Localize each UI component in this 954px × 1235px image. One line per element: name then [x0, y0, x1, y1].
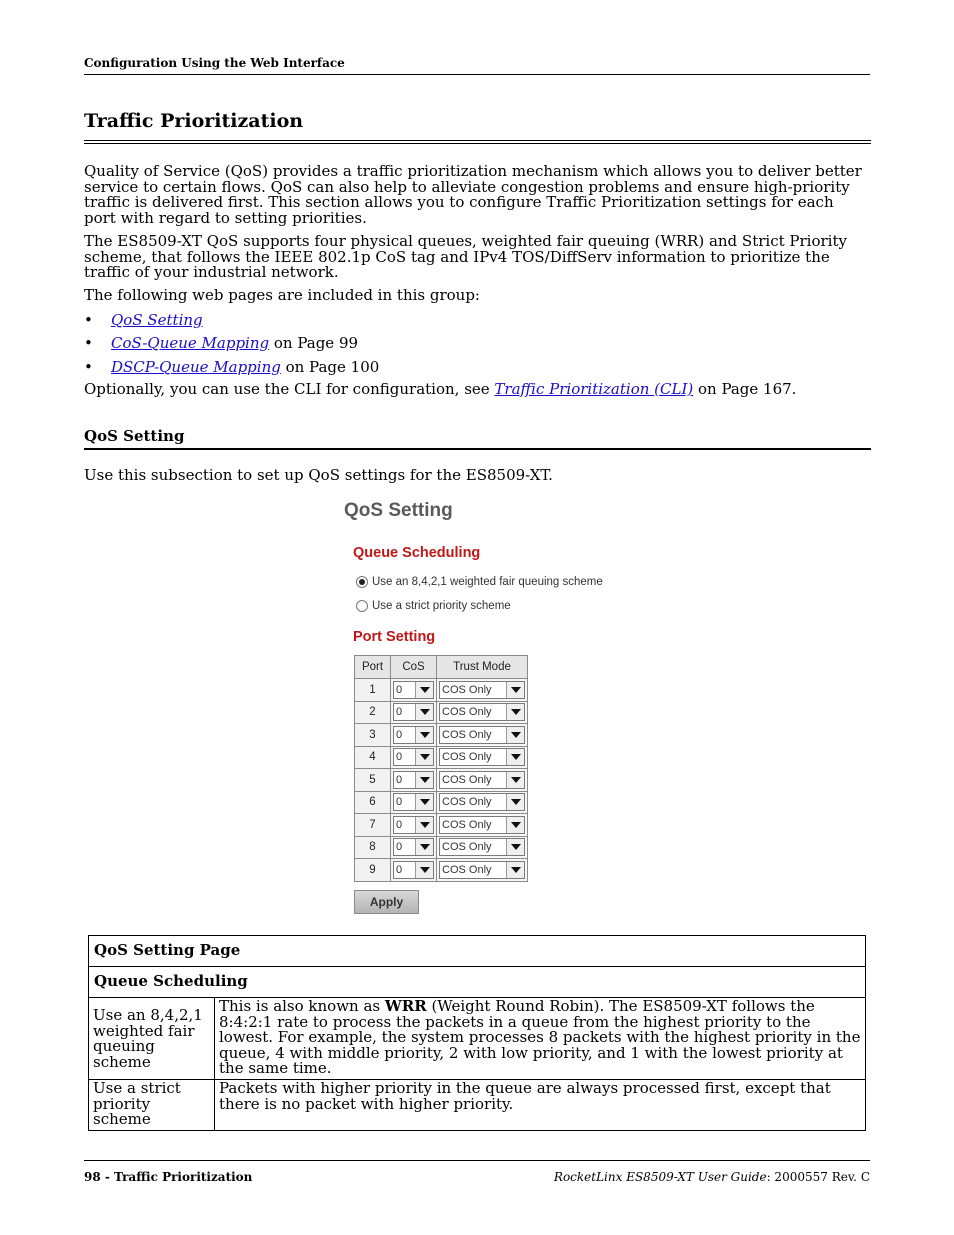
cos-select[interactable]: [393, 681, 434, 699]
cos-cell: [391, 791, 437, 814]
trust-mode-select[interactable]: [439, 816, 525, 834]
ref-table-group: Queue Scheduling: [89, 967, 866, 998]
ref-row-strict: [89, 1079, 866, 1130]
cos-select-value: 0: [396, 773, 403, 786]
radio-strict[interactable]: [356, 600, 368, 612]
ui-page-title: QoS Setting: [344, 500, 453, 521]
bullet-cos-queue-mapping: [84, 334, 358, 352]
dropdown-arrow-icon[interactable]: [506, 794, 524, 810]
bullet-page-ref: on Page 100: [280, 358, 380, 376]
radio-wrr[interactable]: [356, 576, 368, 588]
cos-cell: [391, 679, 437, 702]
cos-select[interactable]: [393, 838, 434, 856]
port-table-header: [355, 656, 528, 679]
port-row: [355, 679, 528, 702]
ref-row-wrr: [89, 998, 866, 1080]
dropdown-arrow-icon[interactable]: [506, 682, 524, 698]
footer-rule: [84, 1160, 870, 1161]
ref-row-wrr-label: Use an 8,4,2,1 weighted fair queuing scheme: [89, 998, 215, 1080]
subsection-title: QoS Setting: [84, 427, 185, 445]
apply-button[interactable]: Apply: [354, 890, 419, 914]
trust-mode-select-value: COS Only: [442, 796, 492, 809]
running-header: Configuration Using the Web Interface: [84, 56, 345, 70]
dropdown-arrow-icon[interactable]: [506, 749, 524, 765]
port-row: [355, 724, 528, 747]
trust-mode-select-value: COS Only: [442, 683, 492, 696]
port-number: 6: [355, 791, 391, 814]
cos-cell: [391, 814, 437, 837]
link-traffic-prioritization-cli[interactable]: Traffic Prioritization (CLI): [494, 380, 694, 398]
trust-mode-cell: [437, 746, 528, 769]
port-number: 5: [355, 769, 391, 792]
col-port: Port: [355, 656, 391, 679]
dropdown-arrow-icon[interactable]: [415, 682, 433, 698]
port-setting-heading: Port Setting: [353, 629, 436, 645]
port-row: [355, 746, 528, 769]
dropdown-arrow-icon[interactable]: [415, 817, 433, 833]
port-row: [355, 701, 528, 724]
dropdown-arrow-icon[interactable]: [415, 749, 433, 765]
trust-mode-select[interactable]: [439, 861, 525, 879]
trust-mode-select[interactable]: [439, 793, 525, 811]
cos-cell: [391, 701, 437, 724]
link-dscp-queue-mapping[interactable]: DSCP-Queue Mapping: [111, 358, 281, 376]
port-row: [355, 859, 528, 882]
trust-mode-cell: [437, 814, 528, 837]
trust-mode-cell: [437, 701, 528, 724]
port-row: [355, 769, 528, 792]
port-setting-table: [354, 655, 528, 882]
dropdown-arrow-icon[interactable]: [506, 862, 524, 878]
cos-select-value: 0: [396, 796, 403, 809]
port-number: 2: [355, 701, 391, 724]
cos-select[interactable]: [393, 726, 434, 744]
radio-row-strict[interactable]: [356, 600, 511, 612]
trust-mode-select[interactable]: [439, 726, 525, 744]
cos-cell: [391, 836, 437, 859]
col-trust-mode: Trust Mode: [437, 656, 528, 679]
cli-reference: Optionally, you can use the CLI for configuration, see Traffic Prioritization (CLI) on Page 167.: [84, 380, 797, 398]
trust-mode-cell: [437, 769, 528, 792]
trust-mode-cell: [437, 679, 528, 702]
trust-mode-select-value: COS Only: [442, 751, 492, 764]
subsection-intro: Use this subsection to set up QoS settings for the ES8509-XT.: [84, 466, 553, 484]
port-number: 4: [355, 746, 391, 769]
ref-row-strict-desc: Packets with higher priority in the queue are always processed first, except that there is no packet with higher priority.: [215, 1079, 866, 1130]
port-row: [355, 836, 528, 859]
ref-row-wrr-desc: This is also known as WRR (Weight Round Robin). The ES8509-XT follows the 8:4:2:1 rate to process the packets in a queue from the highest priority to the lowest. For example, the system processes 8 packets with the highest priority in the queue, 4 with middle priority, 2 with low priority, and 1 with the lowest priority at the same time.: [215, 998, 866, 1080]
cos-select-value: 0: [396, 706, 403, 719]
subsection-rule: [84, 448, 871, 450]
intro-paragraph-3: The following web pages are included in this group:: [84, 286, 480, 304]
cos-cell: [391, 859, 437, 882]
section-title-rule: [84, 140, 871, 144]
intro-paragraph-1: Quality of Service (QoS) provides a traffic prioritization mechanism which allows you to deliver better service to certain flows. QoS can also help to alleviate congestion problems and ensure high-priority traffic is delivered first. This section allows you to configure Traffic Prioritization settings for each port with regard to setting priorities.: [84, 162, 862, 227]
qos-setting-reference-table: [88, 935, 866, 1131]
cos-select[interactable]: [393, 861, 434, 879]
trust-mode-cell: [437, 791, 528, 814]
link-cos-queue-mapping[interactable]: CoS-Queue Mapping: [111, 334, 270, 352]
section-title: Traffic Prioritization: [84, 110, 304, 132]
dropdown-arrow-icon[interactable]: [506, 839, 524, 855]
port-number: 3: [355, 724, 391, 747]
dropdown-arrow-icon[interactable]: [415, 839, 433, 855]
cos-select-value: 0: [396, 751, 403, 764]
cos-select-value: 0: [396, 683, 403, 696]
ref-table-title: QoS Setting Page: [89, 936, 866, 967]
trust-mode-select[interactable]: [439, 703, 525, 721]
trust-mode-cell: [437, 859, 528, 882]
dropdown-arrow-icon[interactable]: [506, 704, 524, 720]
port-row: [355, 814, 528, 837]
header-rule: [84, 74, 870, 75]
cos-select[interactable]: [393, 816, 434, 834]
cos-cell: [391, 769, 437, 792]
port-number: 1: [355, 679, 391, 702]
trust-mode-cell: [437, 724, 528, 747]
dropdown-arrow-icon[interactable]: [415, 794, 433, 810]
intro-paragraph-2: The ES8509-XT QoS supports four physical queues, weighted fair queuing (WRR) and Strict Priority scheme, that follows the IEEE 802.1p CoS tag and IPv4 TOS/DiffServ information to prioritize the traffic of your industrial network.: [84, 232, 847, 282]
port-row: [355, 791, 528, 814]
dropdown-arrow-icon[interactable]: [506, 817, 524, 833]
trust-mode-select-value: COS Only: [442, 841, 492, 854]
cos-select[interactable]: [393, 771, 434, 789]
trust-mode-select-value: COS Only: [442, 863, 492, 876]
radio-strict-label: Use a strict priority scheme: [372, 600, 511, 612]
link-qos-setting[interactable]: QoS Setting: [111, 311, 203, 329]
trust-mode-cell: [437, 836, 528, 859]
cos-select-value: 0: [396, 841, 403, 854]
trust-mode-select-value: COS Only: [442, 818, 492, 831]
bullet-page-ref: on Page 99: [269, 334, 359, 352]
bullet-dot: •: [84, 358, 93, 376]
footer-page-label: 98 - Traffic Prioritization: [84, 1170, 253, 1184]
trust-mode-select-value: COS Only: [442, 773, 492, 786]
col-cos: CoS: [391, 656, 437, 679]
queue-scheduling-heading: Queue Scheduling: [353, 545, 481, 561]
cos-select-value: 0: [396, 728, 403, 741]
port-number: 7: [355, 814, 391, 837]
dropdown-arrow-icon[interactable]: [506, 772, 524, 788]
dropdown-arrow-icon[interactable]: [506, 727, 524, 743]
bullet-dscp-queue-mapping: [84, 358, 379, 376]
trust-mode-select[interactable]: [439, 838, 525, 856]
cos-cell: [391, 746, 437, 769]
ref-row-strict-label: Use a strict priority scheme: [89, 1079, 215, 1130]
cos-select[interactable]: [393, 793, 434, 811]
footer-doc-info: RocketLinx ES8509-XT User Guide: 2000557 Rev. C: [553, 1170, 870, 1184]
dropdown-arrow-icon[interactable]: [415, 772, 433, 788]
dropdown-arrow-icon[interactable]: [415, 727, 433, 743]
port-number: 8: [355, 836, 391, 859]
cos-cell: [391, 724, 437, 747]
cos-select-value: 0: [396, 818, 403, 831]
bullet-dot: •: [84, 334, 93, 352]
cos-select[interactable]: [393, 703, 434, 721]
cos-select-value: 0: [396, 863, 403, 876]
trust-mode-select[interactable]: [439, 771, 525, 789]
trust-mode-select[interactable]: [439, 748, 525, 766]
radio-row-wrr[interactable]: [356, 576, 603, 588]
trust-mode-select[interactable]: [439, 681, 525, 699]
bullet-qos-setting: [84, 311, 203, 329]
port-number: 9: [355, 859, 391, 882]
bullet-dot: •: [84, 311, 93, 329]
dropdown-arrow-icon[interactable]: [415, 704, 433, 720]
cos-select[interactable]: [393, 748, 434, 766]
trust-mode-select-value: COS Only: [442, 728, 492, 741]
dropdown-arrow-icon[interactable]: [415, 862, 433, 878]
trust-mode-select-value: COS Only: [442, 706, 492, 719]
radio-wrr-label: Use an 8,4,2,1 weighted fair queuing scheme: [372, 576, 603, 588]
